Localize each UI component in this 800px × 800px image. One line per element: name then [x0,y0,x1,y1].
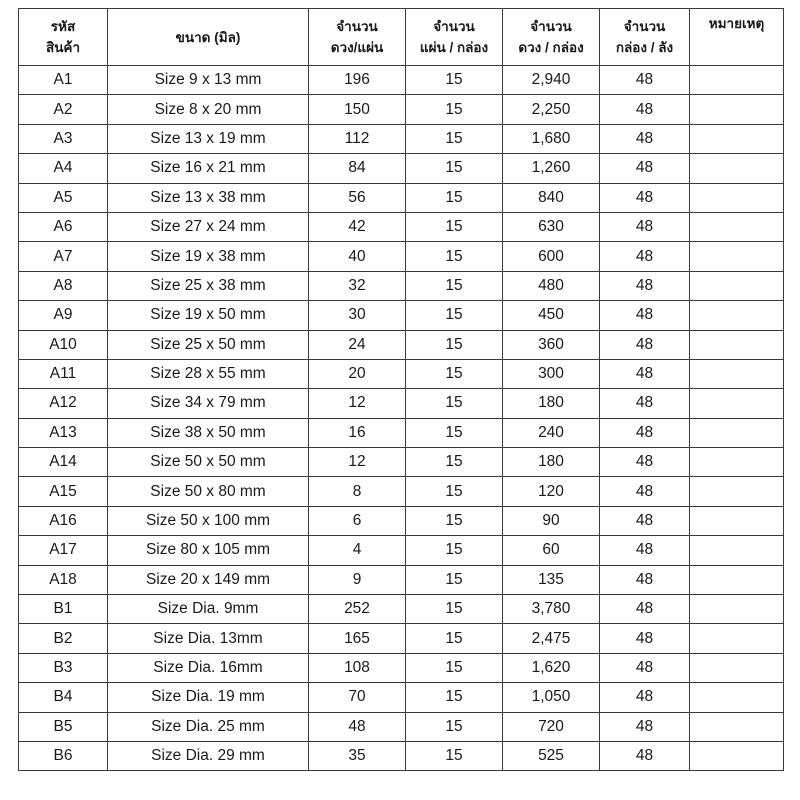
cell-pieces-per-sheet: 30 [309,301,406,330]
cell-pieces-per-sheet: 8 [309,477,406,506]
cell-remark [690,212,784,241]
cell-boxes-per-carton: 48 [600,653,690,682]
cell-remark [690,536,784,565]
cell-pieces-per-sheet: 84 [309,154,406,183]
product-table [18,8,784,771]
header-boxes-per-carton-line-2: กล่อง / ลัง [615,40,674,55]
table-row [19,95,784,124]
cell-pieces-per-sheet: 56 [309,183,406,212]
header-pieces-per-sheet [309,9,406,66]
header-remark [690,9,784,66]
table-row [19,242,784,271]
cell-pieces-per-box: 450 [503,301,600,330]
header-remark-line-1: หมายเหตุ [708,16,765,31]
cell-boxes-per-carton: 48 [600,418,690,447]
cell-sheets-per-box: 15 [406,301,503,330]
cell-pieces-per-sheet: 9 [309,565,406,594]
cell-remark [690,330,784,359]
cell-pieces-per-sheet: 12 [309,389,406,418]
cell-sheets-per-box: 15 [406,741,503,770]
cell-code: A4 [19,154,108,183]
table-row [19,124,784,153]
cell-size: Size 34 x 79 mm [108,389,309,418]
cell-code: A1 [19,66,108,95]
cell-pieces-per-box: 120 [503,477,600,506]
header-code-line-1: รหัส [50,19,76,34]
cell-boxes-per-carton: 48 [600,624,690,653]
cell-sheets-per-box: 15 [406,536,503,565]
cell-sheets-per-box: 15 [406,359,503,388]
header-pieces-per-box-line-1: จำนวน [530,19,572,34]
table-row [19,271,784,300]
table-row [19,448,784,477]
cell-code: A12 [19,389,108,418]
cell-remark [690,124,784,153]
cell-size: Size 80 x 105 mm [108,536,309,565]
cell-size: Size 50 x 100 mm [108,506,309,535]
cell-pieces-per-box: 720 [503,712,600,741]
cell-pieces-per-box: 1,260 [503,154,600,183]
cell-pieces-per-sheet: 24 [309,330,406,359]
cell-sheets-per-box: 15 [406,66,503,95]
cell-pieces-per-box: 1,050 [503,683,600,712]
cell-code: B2 [19,624,108,653]
cell-pieces-per-box: 2,940 [503,66,600,95]
cell-pieces-per-box: 60 [503,536,600,565]
cell-pieces-per-sheet: 4 [309,536,406,565]
cell-code: A18 [19,565,108,594]
cell-sheets-per-box: 15 [406,448,503,477]
cell-sheets-per-box: 15 [406,212,503,241]
header-pieces-per-sheet-line-2: ดวง/แผ่น [330,40,384,55]
cell-code: A16 [19,506,108,535]
cell-pieces-per-box: 3,780 [503,595,600,624]
cell-pieces-per-sheet: 6 [309,506,406,535]
cell-pieces-per-box: 2,475 [503,624,600,653]
cell-remark [690,359,784,388]
header-boxes-per-carton [600,9,690,66]
cell-code: B3 [19,653,108,682]
cell-sheets-per-box: 15 [406,418,503,447]
cell-code: A8 [19,271,108,300]
table-row [19,183,784,212]
table-row [19,66,784,95]
cell-pieces-per-box: 180 [503,448,600,477]
cell-pieces-per-sheet: 48 [309,712,406,741]
cell-boxes-per-carton: 48 [600,154,690,183]
cell-remark [690,477,784,506]
cell-remark [690,565,784,594]
cell-sheets-per-box: 15 [406,95,503,124]
cell-pieces-per-box: 1,620 [503,653,600,682]
cell-remark [690,66,784,95]
table-row [19,712,784,741]
cell-boxes-per-carton: 48 [600,595,690,624]
table-row [19,301,784,330]
cell-size: Size 38 x 50 mm [108,418,309,447]
cell-pieces-per-sheet: 12 [309,448,406,477]
cell-sheets-per-box: 15 [406,183,503,212]
header-sheets-per-box-line-1: จำนวน [433,19,475,34]
cell-pieces-per-sheet: 165 [309,624,406,653]
header-pieces-per-box-line-2: ดวง / กล่อง [518,40,584,55]
cell-pieces-per-box: 90 [503,506,600,535]
cell-code: A17 [19,536,108,565]
cell-code: B6 [19,741,108,770]
cell-pieces-per-sheet: 42 [309,212,406,241]
cell-sheets-per-box: 15 [406,271,503,300]
cell-code: B1 [19,595,108,624]
cell-boxes-per-carton: 48 [600,536,690,565]
cell-size: Size 19 x 50 mm [108,301,309,330]
table-row [19,683,784,712]
header-code [19,9,108,66]
table-row [19,389,784,418]
cell-boxes-per-carton: 48 [600,183,690,212]
cell-boxes-per-carton: 48 [600,271,690,300]
table-row [19,653,784,682]
cell-size: Size 25 x 50 mm [108,330,309,359]
table-row [19,565,784,594]
cell-sheets-per-box: 15 [406,624,503,653]
cell-sheets-per-box: 15 [406,506,503,535]
table-row [19,624,784,653]
cell-size: Size 16 x 21 mm [108,154,309,183]
cell-code: A2 [19,95,108,124]
cell-pieces-per-sheet: 196 [309,66,406,95]
cell-boxes-per-carton: 48 [600,741,690,770]
cell-sheets-per-box: 15 [406,712,503,741]
header-sheets-per-box [406,9,503,66]
cell-size: Size 19 x 38 mm [108,242,309,271]
cell-code: A5 [19,183,108,212]
cell-code: A10 [19,330,108,359]
cell-boxes-per-carton: 48 [600,683,690,712]
cell-code: B5 [19,712,108,741]
cell-size: Size Dia. 25 mm [108,712,309,741]
cell-remark [690,389,784,418]
cell-pieces-per-box: 600 [503,242,600,271]
cell-remark [690,506,784,535]
cell-remark [690,418,784,447]
cell-remark [690,242,784,271]
cell-remark [690,624,784,653]
cell-pieces-per-box: 480 [503,271,600,300]
cell-sheets-per-box: 15 [406,124,503,153]
cell-size: Size 28 x 55 mm [108,359,309,388]
cell-remark [690,448,784,477]
header-size-line-1: ขนาด (มิล) [175,29,241,45]
table-row [19,330,784,359]
table-body [19,66,784,771]
cell-pieces-per-box: 300 [503,359,600,388]
cell-size: Size Dia. 9mm [108,595,309,624]
cell-size: Size Dia. 16mm [108,653,309,682]
cell-sheets-per-box: 15 [406,242,503,271]
cell-code: A9 [19,301,108,330]
cell-sheets-per-box: 15 [406,477,503,506]
header-row [19,9,784,66]
header-size [108,9,309,66]
cell-code: A15 [19,477,108,506]
cell-pieces-per-sheet: 252 [309,595,406,624]
cell-remark [690,271,784,300]
cell-pieces-per-box: 240 [503,418,600,447]
cell-code: A14 [19,448,108,477]
cell-boxes-per-carton: 48 [600,359,690,388]
cell-pieces-per-sheet: 20 [309,359,406,388]
cell-boxes-per-carton: 48 [600,212,690,241]
cell-code: A6 [19,212,108,241]
cell-remark [690,653,784,682]
table-row [19,212,784,241]
cell-size: Size 8 x 20 mm [108,95,309,124]
cell-boxes-per-carton: 48 [600,565,690,594]
cell-boxes-per-carton: 48 [600,95,690,124]
cell-pieces-per-box: 2,250 [503,95,600,124]
cell-pieces-per-sheet: 16 [309,418,406,447]
cell-pieces-per-sheet: 108 [309,653,406,682]
cell-remark [690,683,784,712]
cell-pieces-per-sheet: 40 [309,242,406,271]
cell-size: Size 27 x 24 mm [108,212,309,241]
cell-remark [690,154,784,183]
cell-pieces-per-box: 1,680 [503,124,600,153]
table-row [19,506,784,535]
cell-sheets-per-box: 15 [406,389,503,418]
cell-code: B4 [19,683,108,712]
cell-code: A3 [19,124,108,153]
cell-remark [690,301,784,330]
cell-remark [690,95,784,124]
cell-size: Size 13 x 19 mm [108,124,309,153]
table-row [19,595,784,624]
cell-boxes-per-carton: 48 [600,712,690,741]
cell-boxes-per-carton: 48 [600,477,690,506]
cell-pieces-per-sheet: 112 [309,124,406,153]
cell-boxes-per-carton: 48 [600,389,690,418]
cell-pieces-per-box: 180 [503,389,600,418]
cell-pieces-per-box: 525 [503,741,600,770]
cell-size: Size Dia. 19 mm [108,683,309,712]
cell-code: A13 [19,418,108,447]
header-boxes-per-carton-line-1: จำนวน [623,19,666,34]
header-pieces-per-sheet-line-1: จำนวน [336,19,378,34]
table-row [19,477,784,506]
cell-size: Size 9 x 13 mm [108,66,309,95]
header-code-line-2: สินค้า [45,40,81,55]
cell-pieces-per-box: 840 [503,183,600,212]
product-spec-sheet [18,8,783,771]
table-row [19,154,784,183]
table-row [19,741,784,770]
cell-pieces-per-sheet: 70 [309,683,406,712]
cell-sheets-per-box: 15 [406,330,503,359]
cell-size: Size Dia. 13mm [108,624,309,653]
cell-size: Size 50 x 50 mm [108,448,309,477]
cell-boxes-per-carton: 48 [600,506,690,535]
header-sheets-per-box-line-2: แผ่น / กล่อง [419,40,489,55]
cell-sheets-per-box: 15 [406,595,503,624]
cell-pieces-per-box: 135 [503,565,600,594]
cell-size: Size 50 x 80 mm [108,477,309,506]
table-header [19,9,784,66]
header-pieces-per-box [503,9,600,66]
cell-code: A11 [19,359,108,388]
cell-pieces-per-sheet: 150 [309,95,406,124]
table-row [19,418,784,447]
cell-boxes-per-carton: 48 [600,448,690,477]
cell-boxes-per-carton: 48 [600,66,690,95]
cell-sheets-per-box: 15 [406,683,503,712]
cell-sheets-per-box: 15 [406,653,503,682]
cell-boxes-per-carton: 48 [600,330,690,359]
cell-remark [690,712,784,741]
cell-remark [690,741,784,770]
cell-sheets-per-box: 15 [406,565,503,594]
cell-boxes-per-carton: 48 [600,301,690,330]
cell-boxes-per-carton: 48 [600,124,690,153]
cell-size: Size 25 x 38 mm [108,271,309,300]
cell-boxes-per-carton: 48 [600,242,690,271]
table-row [19,359,784,388]
cell-pieces-per-box: 360 [503,330,600,359]
cell-pieces-per-sheet: 35 [309,741,406,770]
cell-pieces-per-box: 630 [503,212,600,241]
cell-sheets-per-box: 15 [406,154,503,183]
cell-size: Size Dia. 29 mm [108,741,309,770]
cell-pieces-per-sheet: 32 [309,271,406,300]
cell-size: Size 13 x 38 mm [108,183,309,212]
cell-remark [690,595,784,624]
cell-remark [690,183,784,212]
cell-code: A7 [19,242,108,271]
table-row [19,536,784,565]
cell-size: Size 20 x 149 mm [108,565,309,594]
